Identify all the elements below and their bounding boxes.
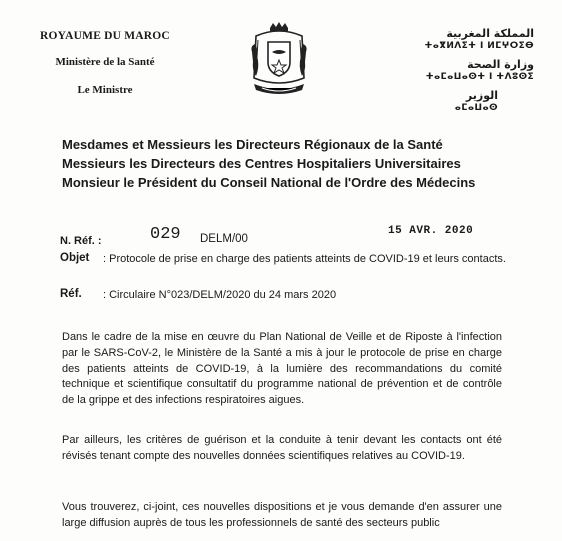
moroccan-coat-of-arms-icon <box>248 22 310 98</box>
arabic-kingdom: المملكة المغربية <box>446 27 534 40</box>
objet-label: Objet <box>60 252 90 264</box>
body-paragraph: Par ailleurs, les critères de guérison et la conduite à tenir devant les contacts ont été révisés tenant compte des nouvelles données scientifiques relatives au COVID-19. <box>62 434 502 462</box>
header-left <box>20 30 190 96</box>
header-right <box>384 27 534 114</box>
kingdom-title: ROYAUME DU MAROC <box>40 30 170 42</box>
arabic-minister: الوزير <box>465 89 498 102</box>
addressee-line: Mesdames et Messieurs les Directeurs Régionaux de la Santé <box>62 137 443 152</box>
addressee-line: Messieurs les Directeurs des Centres Hospitaliers Universitaires <box>62 156 461 171</box>
minister-title: Le Ministre <box>77 84 133 96</box>
ref-text: : Circulaire N°023/DELM/2020 du 24 mars 2020 <box>103 289 337 301</box>
arabic-ministry: وزارة الصحة <box>467 58 534 71</box>
tifinagh-minister: ⴰⵎⴰⵡⴰⵙ <box>454 103 498 113</box>
body-paragraph: Vous trouverez, ci-joint, ces nouvelles dispositions et je vous demande d'en assurer une large diffusion auprès de tous les professionnels de santé des secteurs public <box>62 501 502 529</box>
tifinagh-ministry: ⵜⴰⵎⴰⵡⴰⵙⵜ ⵏ ⵜⴷⵓⵙⵉ <box>425 72 534 82</box>
reference-row <box>60 225 500 249</box>
body-paragraph: Dans le cadre de la mise en œuvre du Plan National de Veille et de Riposte à l'infection par le SARS-CoV-2, le Ministère de la Santé a mis à jour le protocole de prise en charge des patients atteints de COVID-19, à la lumière des recommandations du comité technique et scientifique consultatif du programme national de prévention et de contrôle de la grippe et des infections respiratoires aigues. <box>62 331 502 407</box>
reference-suffix: DELM/00 <box>200 233 248 245</box>
addressees-block <box>62 135 552 192</box>
tifinagh-kingdom: ⵜⴰⴳⵍⴷⵉⵜ ⵏ ⵍⵎⵖⵔⵉⴱ <box>424 41 534 51</box>
date-stamp: 15 AVR. 2020 <box>388 225 474 237</box>
ministry-title: Ministère de la Santé <box>55 56 155 68</box>
addressee-line: Monsieur le Président du Conseil National de l'Ordre des Médecins <box>62 175 476 190</box>
reference-label: N. Réf. : <box>60 235 102 247</box>
objet-text: : Protocole de prise en charge des patients atteints de COVID-19 et leurs contacts. <box>103 253 506 265</box>
ref-label: Réf. <box>60 288 82 300</box>
reference-number: 029 <box>150 225 181 244</box>
